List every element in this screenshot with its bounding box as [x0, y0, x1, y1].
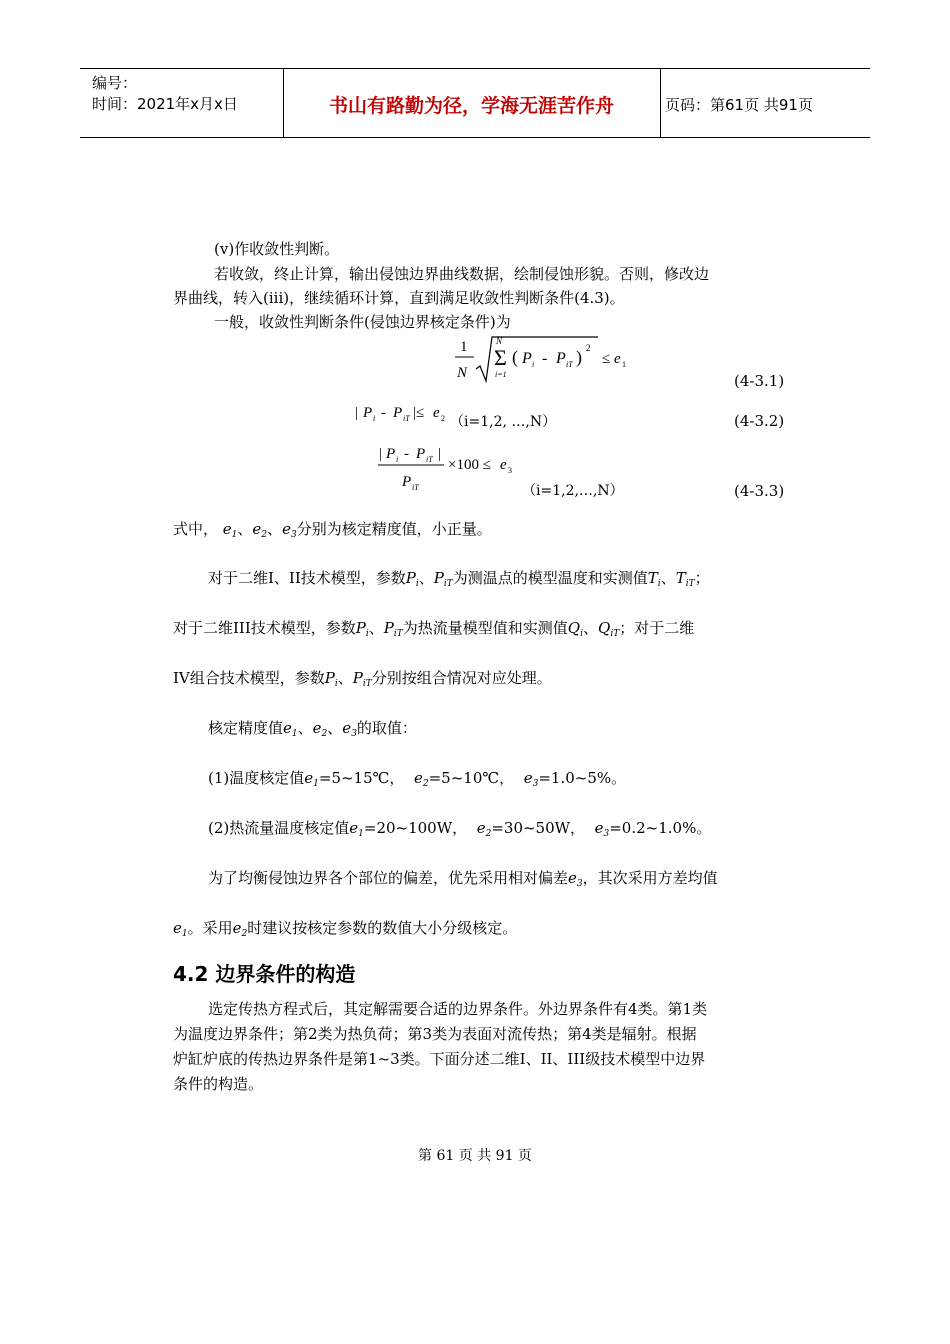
equation-range: （i=1,2,…,N）: [522, 483, 624, 499]
text-span: =1.0~5%。: [538, 769, 627, 787]
precision-intro: 核定精度值$e_1$、$e_2$、$e_3$的取值：: [208, 719, 417, 739]
model-12-line: 对于二维I、II技术模型，参数$P_i$、$P_{iT}$为测温点的模型温度和实测值$T_i$、$T_{iT}$；: [208, 569, 710, 589]
svg-text:e: e: [433, 405, 440, 421]
svg-text:iT: iT: [426, 455, 433, 464]
svg-text:P: P: [416, 446, 426, 462]
model-4-line: IV组合技术模型，参数$P_i$、$P_{iT}$分别按组合情况对应处理。: [173, 669, 552, 689]
symbol-e1: $e_1$: [218, 520, 238, 540]
text-span: 对于二维III技术模型，参数: [173, 619, 356, 637]
header-motto: 书山有路勤为径，学海无涯苦作舟: [328, 95, 614, 117]
svg-text:iT: iT: [403, 414, 410, 423]
equation-range: （i=1,2, …,N）: [450, 414, 557, 430]
svg-text:1: 1: [622, 360, 626, 369]
symbol-pi: $P_i$: [324, 669, 338, 689]
text-span: 。采用: [187, 919, 233, 937]
svg-text:P: P: [402, 474, 412, 490]
svg-text:i=1: i=1: [495, 370, 507, 379]
svg-text:|: |: [355, 405, 359, 421]
svg-text:i: i: [396, 455, 399, 464]
svg-text:|≤: |≤: [413, 405, 425, 421]
symbol-e3: $e_3$: [342, 719, 357, 739]
paragraph-line: 若收敛，终止计算，输出侵蚀边界曲线数据，绘制侵蚀形貌。否则，修改边: [214, 265, 710, 283]
paragraph-line: 条件的构造。: [173, 1075, 264, 1093]
svg-text:e: e: [614, 351, 621, 367]
equation-4-3-3: [376, 438, 526, 500]
document-number-label: 编号：: [92, 74, 138, 92]
svg-text:1: 1: [460, 339, 468, 355]
text-span: 为了均衡侵蚀边界各个部位的偏差，优先采用相对偏差: [208, 869, 569, 887]
paragraph-line: 为温度边界条件；第2类为热负荷；第3类为表面对流传热；第4类是辐射。根据: [173, 1025, 697, 1043]
text-span: =5~15℃，: [318, 769, 405, 787]
balance-line-2: [173, 917, 517, 945]
symbol-e1: $e_1$: [173, 919, 188, 939]
symbol-tit: $T_{iT}$: [675, 569, 695, 589]
symbol-pi: $P_i$: [405, 569, 419, 589]
svg-text:(: (: [512, 347, 518, 367]
svg-text:e: e: [500, 457, 507, 473]
text-span: ；对于二维: [619, 619, 695, 637]
equation-number: (4-3.1): [734, 372, 785, 390]
header-meta: [92, 73, 238, 115]
text-span: =30~50W，: [491, 819, 586, 837]
symbol-e3: $e_3$: [568, 869, 583, 889]
svg-text:Σ: Σ: [494, 345, 507, 370]
paragraph-line: 一般，收敛性判断条件(侵蚀边界核定条件)为: [214, 313, 511, 331]
equation-4-3-2: [353, 400, 453, 430]
text-span: 为热流量模型值和实测值: [402, 619, 568, 637]
svg-text:×100 ≤: ×100 ≤: [448, 457, 491, 473]
symbol-pi: $P_i$: [355, 619, 369, 639]
text-span: 的取值：: [356, 719, 417, 737]
svg-text:-: -: [542, 350, 548, 367]
text-span: 为测温点的模型温度和实测值: [452, 569, 648, 587]
svg-text:2: 2: [441, 414, 445, 423]
symbol-e1: $e_1$: [283, 719, 298, 739]
text-span: 核定精度值: [208, 719, 284, 737]
symbol-e2: $e_2$: [476, 819, 492, 839]
text-span: =5~10℃，: [428, 769, 515, 787]
svg-text:3: 3: [508, 466, 512, 475]
balance-line-1: [208, 867, 718, 895]
svg-text:): ): [576, 347, 582, 367]
text-span: ；: [694, 569, 710, 587]
svg-text:iT: iT: [412, 483, 419, 492]
text-span: 对于二维I、II技术模型，参数: [208, 569, 406, 587]
symbol-ti: $T_i$: [647, 569, 661, 589]
symbol-e3: $e_3$: [282, 520, 297, 540]
svg-text:P: P: [363, 405, 373, 421]
where-suffix: 分别为核定精度值，小正量。: [296, 520, 492, 538]
symbol-e1: $e_1$: [304, 769, 319, 789]
svg-text:P: P: [393, 405, 403, 421]
text-span: =20~100W，: [363, 819, 468, 837]
svg-text:-: -: [404, 446, 409, 462]
where-clause: 式中， $e_1$、$e_2$、$e_3$分别为核定精度值，小正量。: [173, 520, 492, 540]
svg-text:-: -: [381, 405, 386, 421]
svg-text:N: N: [457, 365, 468, 381]
svg-text:iT: iT: [566, 360, 573, 369]
svg-text:|: |: [438, 446, 442, 462]
symbol-e3: $e_3$: [523, 769, 539, 789]
svg-text:P: P: [522, 350, 532, 367]
section-heading: 4.2 边界条件的构造: [173, 962, 356, 986]
symbol-qi: $Q_i$: [567, 619, 583, 639]
symbol-e2: $e_2$: [312, 719, 328, 739]
svg-text:≤: ≤: [602, 351, 611, 367]
paragraph-line: 炉缸炉底的传热边界条件是第1~3类。下面分述二维I、II、III级技术模型中边界: [173, 1050, 706, 1068]
paragraph-line: 界曲线，转入(iii)，继续循环计算，直到满足收敛性判断条件(4.3)。: [173, 289, 625, 307]
header-divider: [660, 69, 661, 137]
equation-number: (4-3.2): [734, 412, 785, 430]
symbol-e2: $e_2$: [252, 520, 268, 540]
equation-graphic: [452, 333, 642, 385]
symbol-e2: $e_2$: [232, 919, 248, 939]
text-span: =0.2~1.0%。: [609, 819, 712, 837]
document-date-label: 时间：2021年x月x日: [92, 95, 238, 113]
precision-item-1: [208, 767, 626, 795]
symbol-e2: $e_2$: [413, 769, 429, 789]
equation-graphic: [353, 400, 453, 426]
equation-number: (4-3.3): [734, 482, 785, 500]
page-header: [80, 68, 870, 138]
symbol-e1: $e_1$: [349, 819, 364, 839]
symbol-e3: $e_3$: [594, 819, 610, 839]
text-span: ，其次采用方差均值: [582, 869, 718, 887]
header-page-number: 页码：第61页 共91页: [665, 96, 813, 114]
symbol-pit: $P_{iT}$: [383, 619, 403, 639]
equation-4-3-1: [452, 333, 642, 389]
text-span: (2)热流量温度核定值: [208, 819, 350, 837]
paragraph-line: 选定传热方程式后，其定解需要合适的边界条件。外边界条件有4类。第1类: [208, 1000, 708, 1018]
model-3-line: 对于二维III技术模型，参数$P_i$、$P_{iT}$为热流量模型值和实测值$Q_i$、$Q_{iT}$；对于二维: [173, 619, 695, 639]
symbol-qit: $Q_{iT}$: [598, 619, 620, 639]
text-span: 分别按组合情况对应处理。: [371, 669, 552, 687]
svg-text:|: |: [379, 446, 383, 462]
svg-text:P: P: [386, 446, 396, 462]
symbol-pit: $P_{iT}$: [433, 569, 453, 589]
svg-text:N: N: [496, 336, 503, 346]
precision-item-2: [208, 817, 711, 845]
equation-graphic: [376, 438, 526, 496]
step-v: (v)作收敛性判断。: [214, 240, 340, 258]
text-span: IV组合技术模型，参数: [173, 669, 325, 687]
svg-text:i: i: [373, 414, 376, 423]
svg-text:P: P: [556, 350, 566, 367]
page-footer: 第 61 页 共 91 页: [418, 1148, 532, 1164]
where-prefix: 式中，: [173, 520, 219, 538]
svg-text:2: 2: [586, 343, 591, 353]
text-span: 时建议按核定参数的数值大小分级核定。: [247, 919, 518, 937]
svg-text:i: i: [532, 360, 535, 369]
text-span: (1)温度核定值: [208, 769, 305, 787]
symbol-pit: $P_{iT}$: [352, 669, 372, 689]
